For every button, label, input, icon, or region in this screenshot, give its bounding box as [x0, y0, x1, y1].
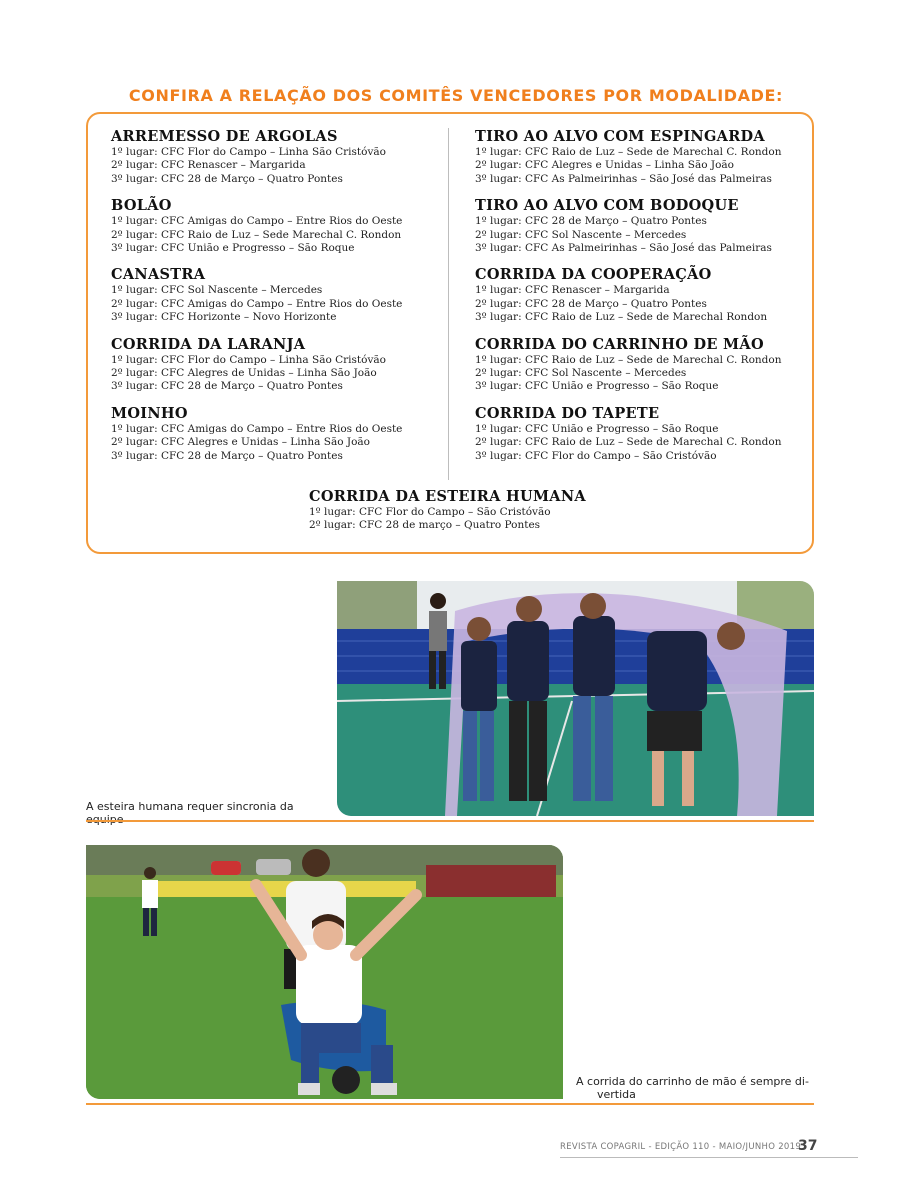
- place-line: 2º lugar: CFC Raio de Luz – Sede de Marechal C. Rondon: [475, 436, 782, 449]
- place-line: 1º lugar: CFC Flor do Campo – São Cristóvão: [309, 506, 551, 518]
- category-title: CORRIDA DA LARANJA: [111, 335, 306, 353]
- category-title: CANASTRA: [111, 266, 206, 284]
- category-title: CORRIDA DA COOPERAÇÃO: [475, 266, 712, 284]
- category-title: TIRO AO ALVO COM BODOQUE: [475, 197, 739, 215]
- category-title: ARREMESSO DE ARGOLAS: [111, 128, 338, 145]
- place-line: 1º lugar: CFC Renascer – Margarida: [475, 284, 670, 297]
- place-line: 2º lugar: CFC Alegres e Unidas – Linha São João: [475, 159, 734, 172]
- place-line: 2º lugar: CFC 28 de Março – Quatro Pontes: [475, 297, 707, 310]
- place-line: 2º lugar: CFC Amigas do Campo – Entre Rios do Oeste: [111, 297, 403, 310]
- place-line: 3º lugar: CFC Horizonte – Novo Horizonte: [111, 311, 337, 324]
- category-title: MOINHO: [111, 404, 188, 422]
- place-line: 1º lugar: CFC Amigas do Campo – Entre Rios do Oeste: [111, 422, 403, 435]
- place-line: 2º lugar: CFC Sol Nascente – Mercedes: [475, 367, 687, 380]
- place-line: 3º lugar: CFC União e Progresso – São Roque: [475, 380, 719, 393]
- category-block: [111, 197, 441, 255]
- place-line: 2º lugar: CFC Sol Nascente – Mercedes: [475, 228, 687, 241]
- place-line: 1º lugar: CFC 28 de Março – Quatro Pontes: [475, 215, 707, 228]
- results-left-column: [111, 128, 441, 474]
- photo-human-treadmill: [337, 581, 814, 816]
- category-title: CORRIDA DO CARRINHO DE MÃO: [475, 335, 764, 353]
- publication-footer: REVISTA COPAGRIL - EDIÇÃO 110 - MAIO/JUNHO 2019: [560, 1142, 802, 1152]
- category-block: [475, 266, 805, 324]
- place-line: 3º lugar: CFC 28 de Março – Quatro Pontes: [111, 172, 343, 185]
- category-title: CORRIDA DO TAPETE: [475, 404, 660, 422]
- category-block: [475, 128, 805, 186]
- place-line: 2º lugar: CFC 28 de março – Quatro Pontes: [309, 519, 541, 532]
- category-block: [111, 336, 441, 394]
- category-title: CORRIDA DA ESTEIRA HUMANA: [309, 488, 586, 505]
- orange-rule: [86, 820, 814, 822]
- place-line: 3º lugar: CFC As Palmeirinhas – São José das Palmeiras: [475, 242, 772, 255]
- place-line: 3º lugar: CFC Raio de Luz – Sede de Marechal Rondon: [475, 311, 768, 324]
- place-line: 2º lugar: CFC Renascer – Margarida: [111, 159, 306, 172]
- place-line: 3º lugar: CFC Flor do Campo – São Cristóvão: [475, 449, 717, 462]
- category-block: [475, 405, 805, 463]
- place-line: 1º lugar: CFC Flor do Campo – Linha São Cristóvão: [111, 146, 386, 158]
- category-title: BOLÃO: [111, 197, 172, 215]
- place-line: 1º lugar: CFC Sol Nascente – Mercedes: [111, 284, 323, 297]
- place-line: 1º lugar: CFC Raio de Luz – Sede de Marechal C. Rondon: [475, 353, 782, 366]
- category-block: [111, 405, 441, 463]
- category-block: [475, 336, 805, 394]
- place-line: 3º lugar: CFC 28 de Março – Quatro Pontes: [111, 449, 343, 462]
- place-line: 2º lugar: CFC Alegres de Unidas – Linha São João: [111, 367, 377, 380]
- photo-caption: A corrida do carrinho de mão é sempre di- vertida: [576, 1075, 809, 1101]
- photo-wheelbarrow-race: [86, 845, 563, 1099]
- category-block: [111, 128, 441, 186]
- orange-rule: [86, 1103, 814, 1105]
- place-line: 3º lugar: CFC 28 de Março – Quatro Pontes: [111, 380, 343, 393]
- section-headline: CONFIRA A RELAÇÃO DOS COMITÊS VENCEDORES POR MODALIDADE:: [128, 86, 784, 105]
- page-number: 37: [798, 1138, 818, 1154]
- category-block-center: [309, 488, 629, 533]
- place-line: 2º lugar: CFC Raio de Luz – Sede Marechal C. Rondon: [111, 228, 402, 241]
- category-title: TIRO AO ALVO COM ESPINGARDA: [475, 128, 765, 145]
- place-line: 3º lugar: CFC As Palmeirinhas – São José das Palmeiras: [475, 172, 772, 185]
- place-line: 1º lugar: CFC Amigas do Campo – Entre Rios do Oeste: [111, 215, 403, 228]
- column-divider: [448, 128, 449, 480]
- category-block: [475, 197, 805, 255]
- place-line: 2º lugar: CFC Alegres e Unidas – Linha São João: [111, 436, 370, 449]
- photo-caption: A esteira humana requer sincronia da: [86, 800, 294, 813]
- category-block: [111, 266, 441, 324]
- footer-rule: [560, 1157, 858, 1158]
- results-right-column: [475, 128, 805, 474]
- place-line: 1º lugar: CFC Flor do Campo – Linha São Cristóvão: [111, 353, 386, 366]
- place-line: 1º lugar: CFC União e Progresso – São Roque: [475, 422, 719, 435]
- place-line: 1º lugar: CFC Raio de Luz – Sede de Marechal C. Rondon: [475, 146, 782, 158]
- place-line: 3º lugar: CFC União e Progresso – São Roque: [111, 242, 355, 255]
